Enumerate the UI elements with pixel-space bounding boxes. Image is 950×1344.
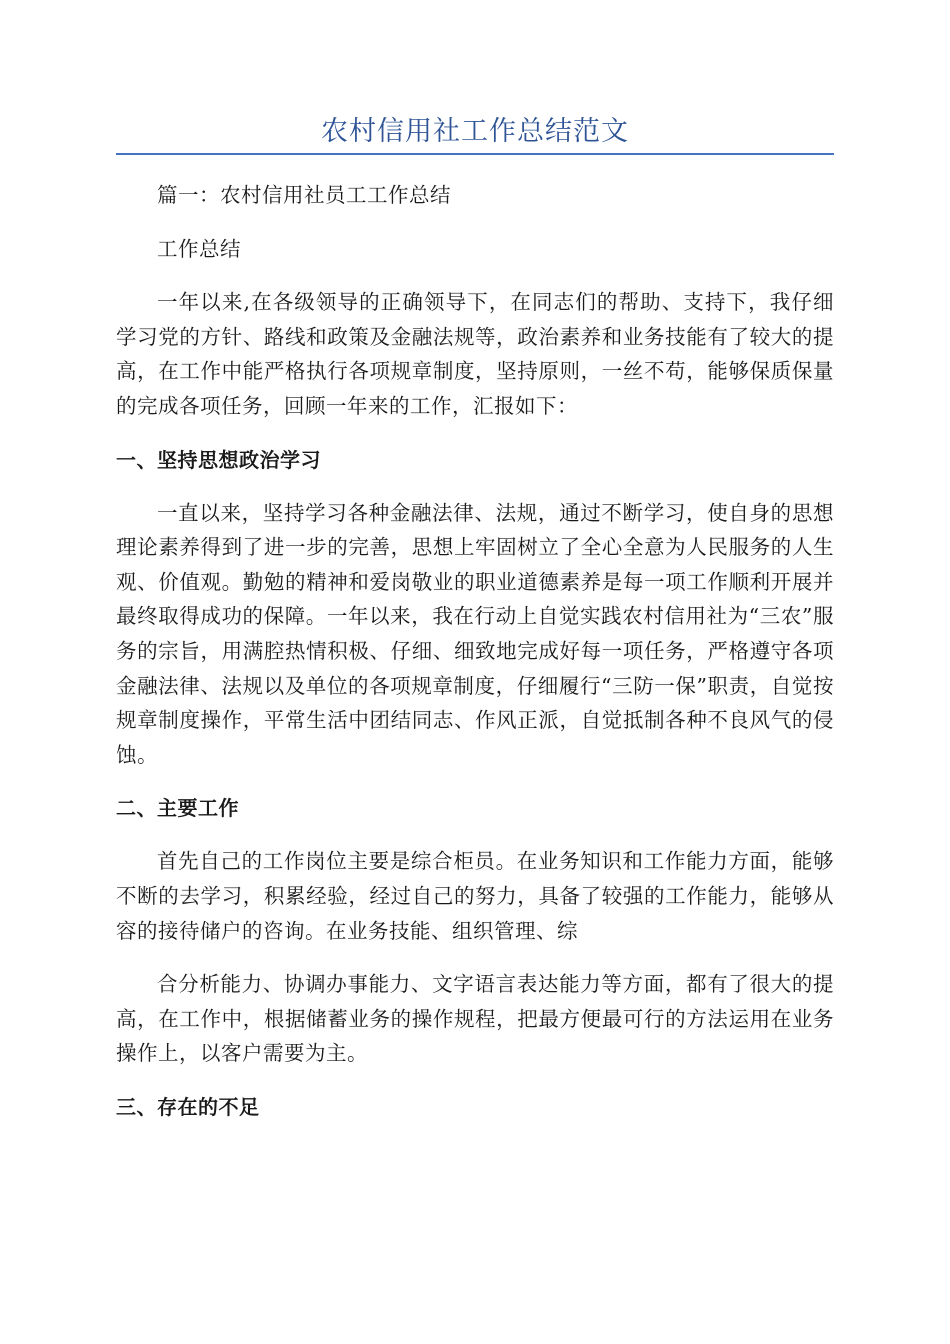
intro-paragraph: 一年以来,在各级领导的正确领导下，在同志们的帮助、支持下，我仔细学习党的方针、路线和政策及金融法规等，政治素养和业务技能有了较大的提高，在工作中能严格执行各项规章制度，坚持原则，一丝不苟，能够保质保量的完成各项任务，回顾一年来的工作，汇报如下：	[116, 290, 834, 418]
section-2-paragraph-2: 合分析能力、协调办事能力、文字语言表达能力等方面，都有了很大的提高，在工作中，根据储蓄业务的操作规程，把最方便最可行的方法运用在业务操作上，以客户需要为主。	[116, 972, 834, 1066]
section-2-paragraph-1: 首先自己的工作岗位主要是综合柜员。在业务知识和工作能力方面，能够不断的去学习，积累经验，经过自己的努力，具备了较强的工作能力，能够从容的接待储户的咨询。在业务技能、组织管理、综	[116, 849, 834, 943]
section-heading-2: 二、主要工作	[116, 796, 239, 821]
section-heading-3: 三、存在的不足	[116, 1094, 260, 1119]
section-heading-1: 一、坚持思想政治学习	[116, 447, 321, 472]
section-label: 工作总结	[157, 236, 241, 261]
subtitle: 篇一：农村信用社员工工作总结	[157, 183, 451, 207]
document-body	[116, 178, 834, 1143]
title-underline	[116, 153, 834, 155]
section-1-paragraph-1: 一直以来，坚持学习各种金融法律、法规，通过不断学习，使自身的思想理论素养得到了进一步的完善，思想上牢固树立了全心全意为人民服务的人生观、价值观。勤勉的精神和爱岗敬业的职业道德素养是每一项工作顺利开展并最终取得成功的保障。一年以来，我在行动上自觉实践农村信用社为“三农”服务的宗旨，用满腔热情积极、仔细、细致地完成好每一项任务，严格遵守各项金融法律、法规以及单位的各项规章制度，仔细履行“三防一保”职责，自觉按规章制度操作，平常生活中团结同志、作风正派，自觉抵制各种不良风气的侵蚀。	[116, 500, 834, 767]
document-title: 农村信用社工作总结范文	[321, 116, 629, 147]
